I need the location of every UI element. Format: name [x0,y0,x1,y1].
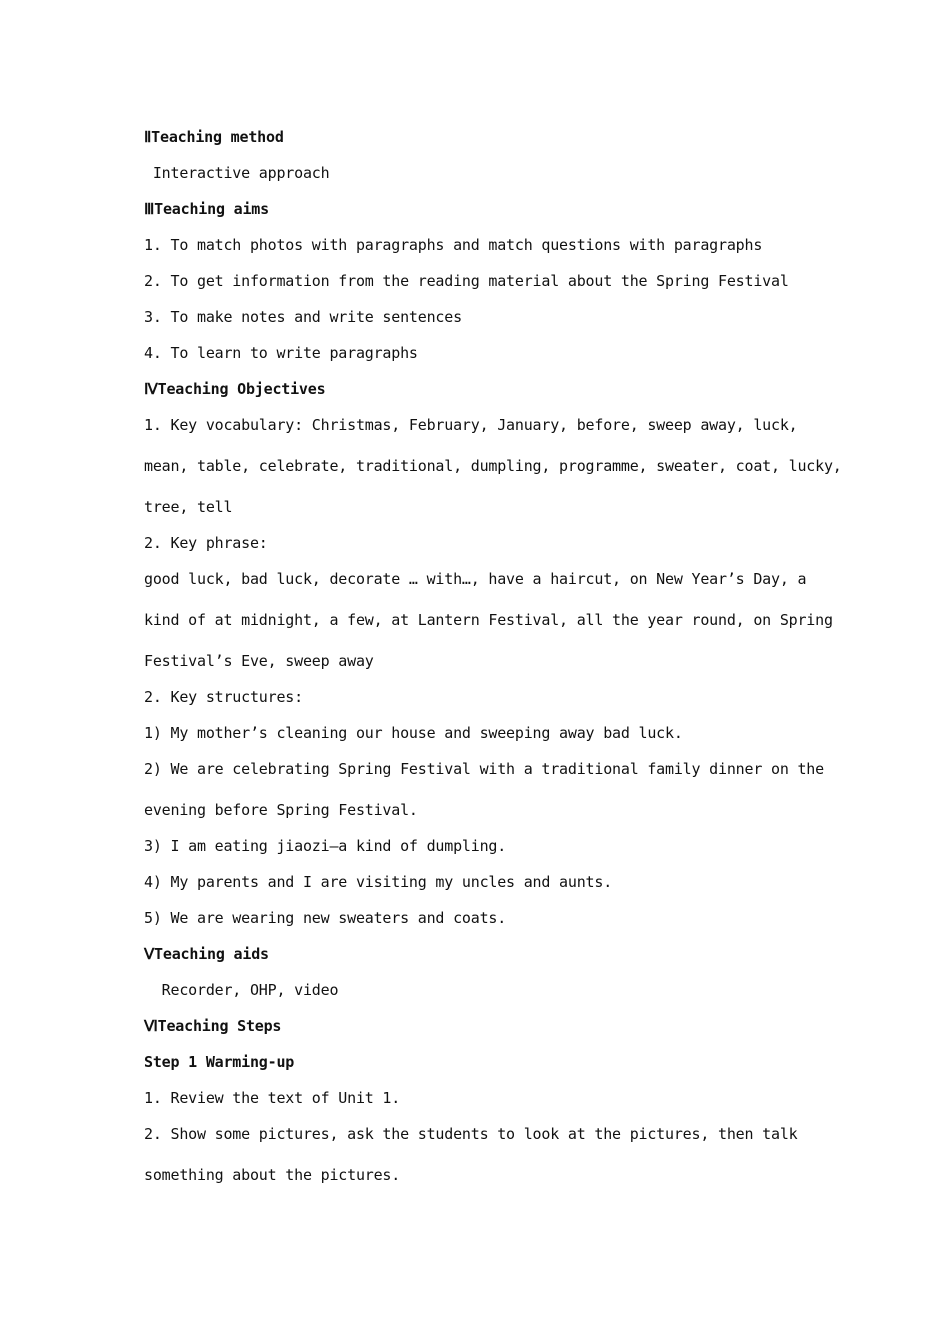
step1-line-3: something about the pictures. [144,1166,401,1184]
vocab-line-1: 1. Key vocabulary: Christmas, February, January, before, sweep away, luck, [144,416,798,434]
phrase-line-1: good luck, bad luck, decorate … with…, have a haircut, on New Year’s Day, a [144,570,807,588]
aids-text: Recorder, OHP, video [144,981,339,999]
heading-teaching-steps: ⅥTeaching Steps [144,1017,282,1035]
heading-teaching-method: ⅡTeaching method [144,128,284,146]
vocab-line-2: mean, table, celebrate, traditional, dumpling, programme, sweater, coat, lucky, [144,457,842,475]
structure-line-2: 2) We are celebrating Spring Festival with a traditional family dinner on the [144,760,824,778]
vocab-line-3: tree, tell [144,498,233,516]
heading-teaching-aims: ⅢTeaching aims [144,200,269,218]
phrase-line-2: kind of at midnight, a few, at Lantern Festival, all the year round, on Spring [144,611,833,629]
phrase-line-3: Festival’s Eve, sweep away [144,652,374,670]
key-structures-label: 2. Key structures: [144,688,303,706]
aim-item-2: 2. To get information from the reading material about the Spring Festival [144,272,789,290]
step1-line-1: 1. Review the text of Unit 1. [144,1089,401,1107]
structure-line-6: 5) We are wearing new sweaters and coats. [144,909,507,927]
aim-item-3: 3. To make notes and write sentences [144,308,462,326]
aim-item-4: 4. To learn to write paragraphs [144,344,418,362]
key-phrase-label: 2. Key phrase: [144,534,268,552]
heading-step-1: Step 1 Warming-up [144,1053,295,1071]
step1-line-2: 2. Show some pictures, ask the students to look at the pictures, then talk [144,1125,798,1143]
method-text: Interactive approach [144,164,330,182]
aim-item-1: 1. To match photos with paragraphs and match questions with paragraphs [144,236,763,254]
heading-teaching-objectives: ⅣTeaching Objectives [144,380,326,398]
structure-line-5: 4) My parents and I are visiting my uncles and aunts. [144,873,613,891]
heading-teaching-aids: ⅤTeaching aids [144,945,269,963]
structure-line-4: 3) I am eating jiaozi—a kind of dumpling. [144,837,507,855]
structure-line-3: evening before Spring Festival. [144,801,418,819]
structure-line-1: 1) My mother’s cleaning our house and sweeping away bad luck. [144,724,683,742]
